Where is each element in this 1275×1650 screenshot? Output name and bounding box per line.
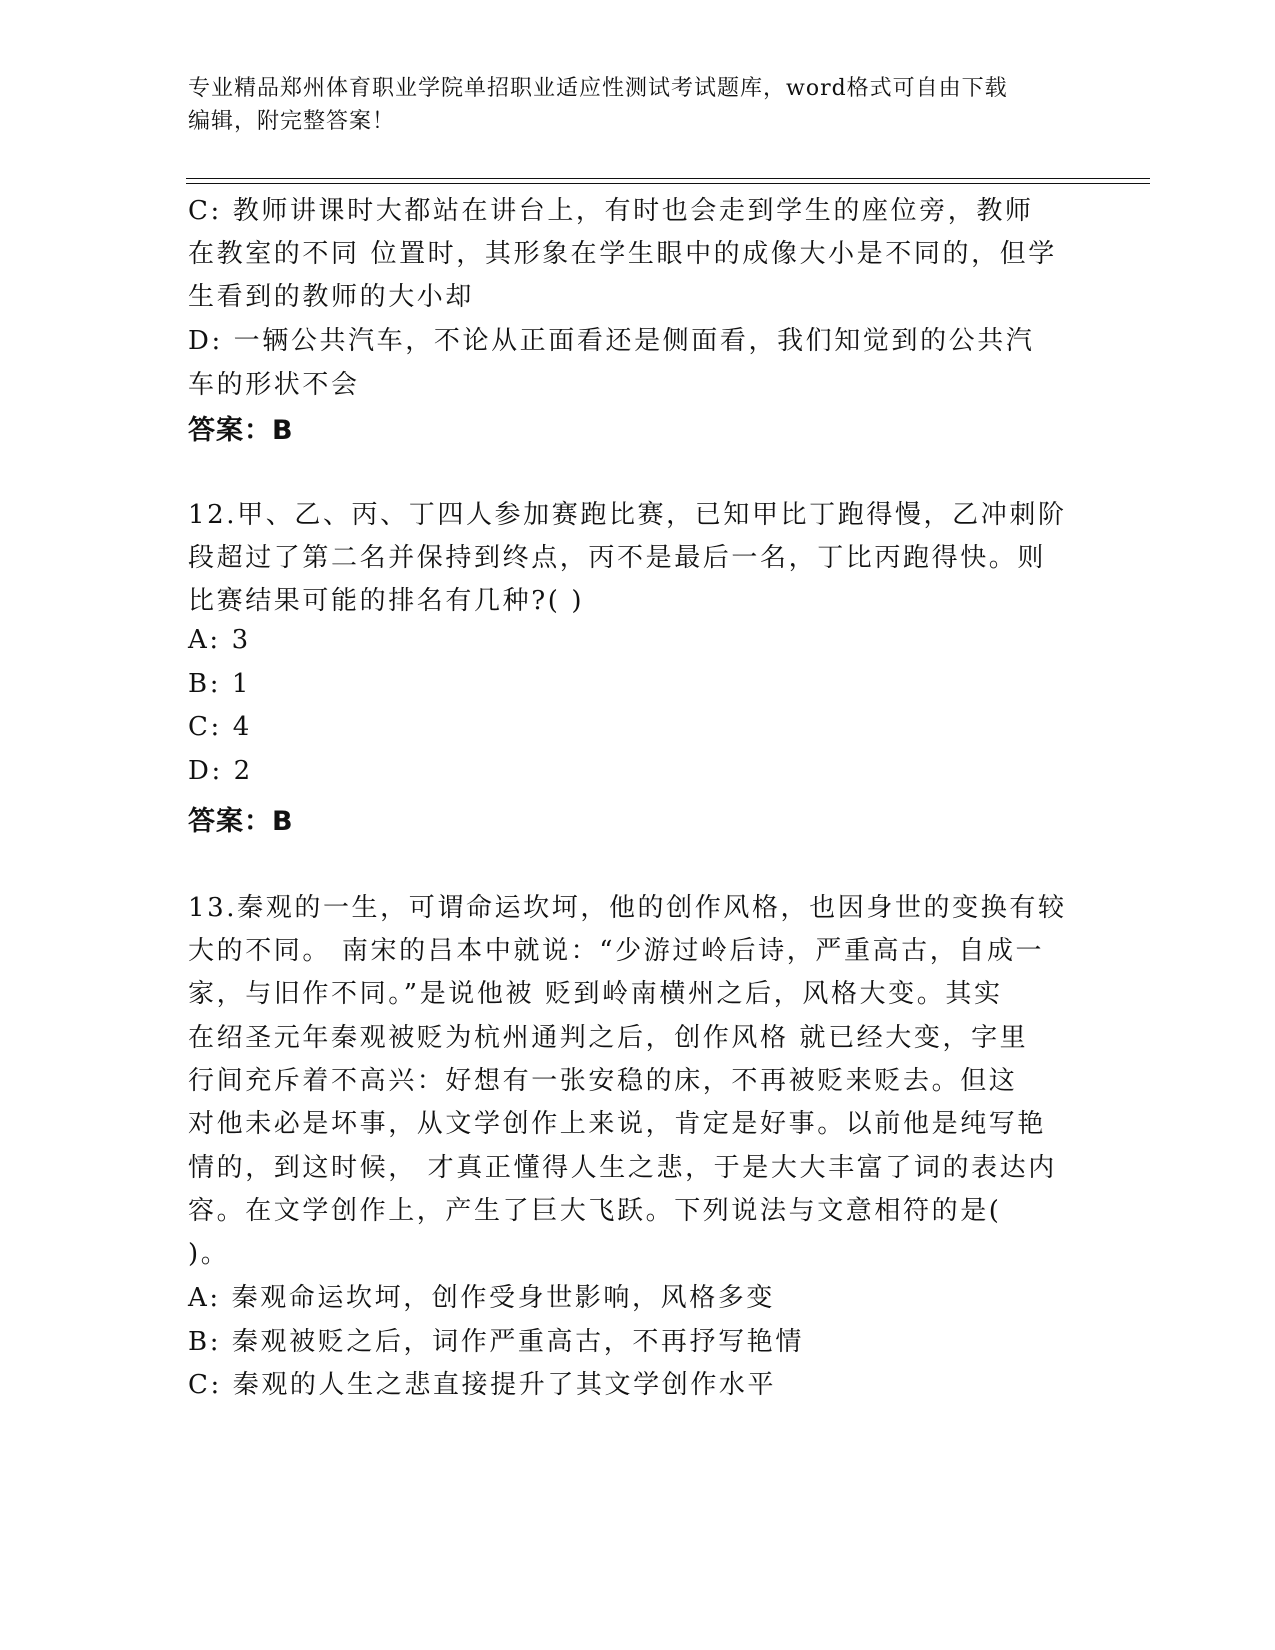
q12-option-d: D: 2 <box>188 756 253 786</box>
q13-option-b: B: 秦观被贬之后，词作严重高古，不再抒写艳情 <box>188 1327 804 1357</box>
q13-stem-line: 容。在文学创作上，产生了巨大飞跃。下列说法与文意相符的是( <box>188 1196 1002 1226</box>
q11-option-c-line: C: 教师讲课时大都站在讲台上，有时也会走到学生的座位旁，教师 <box>188 196 1034 226</box>
q11-option-c-line: 生看到的教师的大小却 <box>188 282 475 312</box>
q13-stem-line: 家，与旧作不同。”是说他被 贬到岭南横州之后，风格大变。其实 <box>188 979 1003 1009</box>
q13-option-a: A: 秦观命运坎坷，创作受身世影响，风格多变 <box>188 1283 776 1313</box>
q13-stem-line: 13.秦观的一生，可谓命运坎坷，他的创作风格，也因身世的变换有较 <box>188 893 1067 923</box>
q11-option-d-line: 车的形状不会 <box>188 370 360 400</box>
q12-stem-line: 12.甲、乙、丙、丁四人参加赛跑比赛，已知甲比丁跑得慢，乙冲刺阶 <box>188 500 1067 530</box>
q13-stem-line: 对他未必是坏事，从文学创作上来说，肯定是好事。以前他是纯写艳 <box>188 1109 1047 1139</box>
q13-stem-line: 大的不同。 南宋的吕本中就说：“少游过岭后诗，严重高古，自成一 <box>188 936 1045 966</box>
header-divider-top <box>186 178 1150 179</box>
q13-stem-line: 在绍圣元年秦观被贬为杭州通判之后，创作风格 就已经大变，字里 <box>188 1023 1029 1053</box>
q13-stem-line: 情的，到这时候， 才真正懂得人生之悲，于是大大丰富了词的表达内 <box>188 1153 1057 1183</box>
q13-stem-line: )。 <box>188 1239 230 1269</box>
q11-answer: 答案：B <box>188 415 294 446</box>
q12-answer: 答案：B <box>188 806 294 837</box>
q12-stem-line: 段超过了第二名并保持到终点，丙不是最后一名，丁比丙跑得快。则 <box>188 543 1047 573</box>
q12-stem-line: 比赛结果可能的排名有几种?( ) <box>188 586 585 616</box>
q11-option-d-line: D: 一辆公共汽车，不论从正面看还是侧面看，我们知觉到的公共汽 <box>188 326 1035 356</box>
q12-option-b: B: 1 <box>188 669 252 699</box>
header-divider-bottom <box>186 183 1150 184</box>
q12-option-a: A: 3 <box>188 625 251 655</box>
q13-stem-line: 行间充斥着不高兴：好想有一张安稳的床，不再被贬来贬去。但这 <box>188 1066 1018 1096</box>
q13-option-c: C: 秦观的人生之悲直接提升了其文学创作水平 <box>188 1370 777 1400</box>
page-header: 专业精品郑州体育职业学院单招职业适应性测试考试题库，word格式可自由下载 编辑，附完整答案！ <box>188 76 1008 134</box>
q11-option-c-line: 在教室的不同 位置时，其形象在学生眼中的成像大小是不同的，但学 <box>188 239 1057 269</box>
q12-option-c: C: 4 <box>188 712 252 742</box>
